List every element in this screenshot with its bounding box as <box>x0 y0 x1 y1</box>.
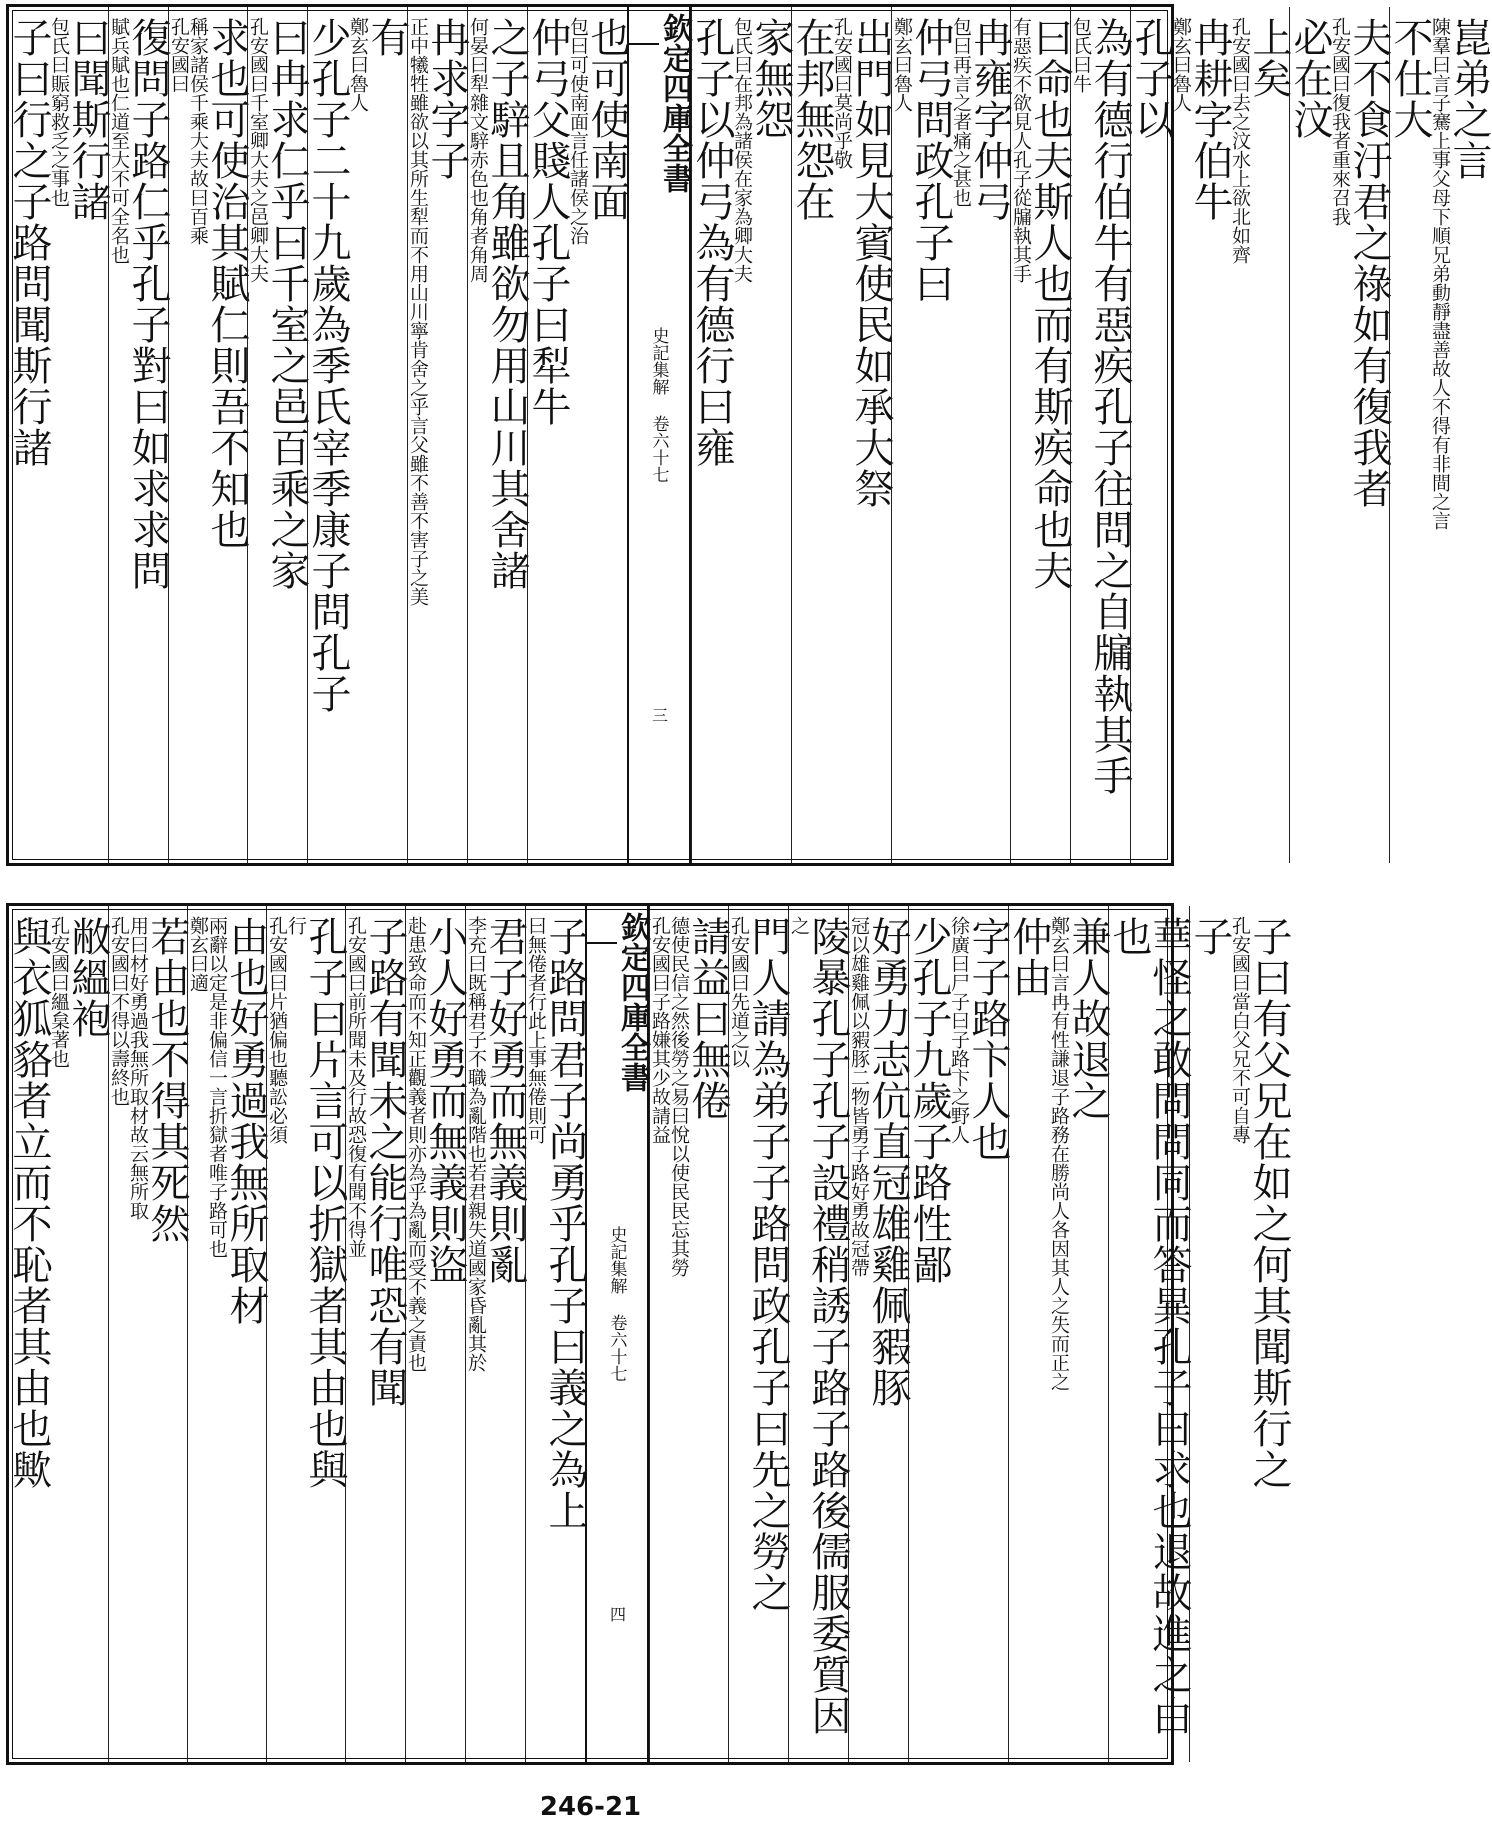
text-column <box>789 7 894 863</box>
text-column <box>266 906 348 1762</box>
main-text: 子路有聞未之能行唯恐有聞 <box>362 916 408 1408</box>
center-margin <box>627 7 691 863</box>
annotation-text: 孔安國曰子路嫌其少故請益 <box>649 916 671 1144</box>
annotation-text: 包氏曰賑窮救乏之事也 <box>48 17 70 207</box>
text-column <box>1387 7 1492 863</box>
main-text: 小人好勇而無義則盜 <box>422 916 468 1285</box>
annotation-text: 何晏曰犁雜文騂赤色也角者角周 <box>467 17 489 283</box>
page-number: 246-21 <box>539 1792 642 1822</box>
main-text: 在邦無怨在 <box>789 17 835 222</box>
main-text: 仲弓父賤人孔子曰犁牛 <box>525 17 571 427</box>
main-text: 華怪之敢問問同而答異孔子曰求也退故進之由也 <box>1106 916 1192 1736</box>
main-text: 請益曰無倦 <box>685 916 731 1121</box>
main-text: 曰冉求仁乎曰千室之邑百乘之家 <box>264 17 310 591</box>
main-text: 冉耕字伯牛 <box>1187 17 1233 222</box>
main-text: 家無怨 <box>748 17 794 140</box>
main-text: 敝縕袍 <box>65 916 111 1039</box>
main-text: 子曰行之子路問聞斯行諸 <box>6 17 52 468</box>
volume-label: 史記集解 卷六十七 <box>606 1226 627 1382</box>
main-text: 曰聞斯行諸 <box>65 17 111 222</box>
main-text: 孔子以 <box>1128 17 1174 140</box>
main-text: 仲由 <box>1006 916 1052 998</box>
main-text: 陵暴孔子孔子設禮稍誘子路子路後儒服委質因 <box>805 916 851 1736</box>
main-text: 與衣狐貉者立而不恥者其由也歟 <box>6 916 52 1490</box>
annotation-text: 冠以雄雞佩以豭豚二物皆勇子路好勇故冠帶 <box>848 916 870 1277</box>
text-column <box>6 906 111 1762</box>
text-column <box>728 906 791 1762</box>
annotation-text: 鄭玄曰魯人 <box>1170 17 1192 112</box>
main-text: 出門如見大賓使民如承大祭 <box>848 17 894 509</box>
text-column <box>848 906 911 1762</box>
text-column <box>187 906 269 1762</box>
annotation-text: 赴患致命而不知正觀義者則亦為乎為亂而受不義之責也 <box>405 916 427 1372</box>
main-text: 子曰有父兄在如之何其聞斯行之 <box>1246 916 1292 1490</box>
annotation-text: 孔安國曰去之汶水上欲北如齊 <box>1229 17 1251 264</box>
main-text: 少孔子九歲子路性鄙 <box>906 916 952 1285</box>
text-column <box>108 906 190 1762</box>
volume-label: 史記集解 卷六十七 <box>648 327 669 483</box>
main-text: 君子好勇而無義則亂 <box>482 916 528 1285</box>
book-title: 欽定四庫全書 <box>615 912 650 1092</box>
annotation-text: 孔安國曰千室卿大夫之邑卿大夫 <box>247 17 269 283</box>
main-text: 冉雍字仲弓 <box>967 17 1013 222</box>
text-column <box>305 7 410 863</box>
annotation-text: 賦兵賦也仁道至大不可全名也 <box>108 17 130 264</box>
annotation-text: 孔安國曰片猶偏也聽訟必須 <box>266 916 288 1144</box>
text-column <box>108 7 171 863</box>
text-column <box>405 906 468 1762</box>
text-column <box>1128 7 1292 863</box>
main-text: 為有德行伯牛有惡疾孔子往問之自牖執其手 <box>1087 17 1133 796</box>
text-column <box>689 7 794 863</box>
main-text: 不仕大 <box>1387 17 1433 140</box>
main-text: 曰命也夫斯人也而有斯疾命也夫 <box>1027 17 1073 591</box>
annotation-text: 包曰可使南面言任諸侯之治 <box>567 17 589 245</box>
main-text: 崑弟之言 <box>1446 17 1492 181</box>
text-column <box>1070 7 1133 863</box>
bottom-page <box>6 903 1292 1765</box>
annotation-text: 用曰材好勇過我無所取材故云無所取 <box>127 916 149 1220</box>
text-column <box>525 7 630 863</box>
main-text: 字子路卞人也 <box>965 916 1011 1162</box>
text-column <box>788 906 851 1762</box>
annotation-text: 孔安國曰前所聞未及行故恐復有聞不得並 <box>345 916 367 1258</box>
main-text: 兼人故退之 <box>1065 916 1111 1121</box>
text-column <box>1106 906 1192 1762</box>
annotation-text: 包曰再言之者痛之甚也 <box>950 17 972 207</box>
annotation-text: 孔安國曰 <box>168 17 190 93</box>
main-text: 也可使南面 <box>584 17 630 222</box>
main-text: 冉求字子 <box>424 17 470 181</box>
text-column <box>407 7 470 863</box>
annotation-text: 行 <box>285 916 307 935</box>
main-text: 孔子以仲弓為有德行曰雍 <box>689 17 735 468</box>
annotation-text: 包氏曰在邦為諸侯在家為卿大夫 <box>731 17 753 283</box>
annotation-text: 孔安國曰先道之以 <box>728 916 750 1068</box>
text-column <box>649 906 731 1762</box>
annotation-text: 正中犧牲雖欲以其所生犁而不用山川寧肯舍之乎言父雖不善不害子之美 <box>407 17 429 606</box>
annotation-text: 孔安國曰不得以壽終也 <box>108 916 130 1106</box>
leaf-number: 四 <box>607 1606 627 1622</box>
text-column <box>525 906 588 1762</box>
main-text: 好勇力志伉直冠雄雞佩豭豚 <box>865 916 911 1408</box>
annotation-text: 李充曰既稱君子不職為亂階也若君親失道國家昏亂其於 <box>465 916 487 1372</box>
annotation-text: 孔安國曰當白父兄不可自專 <box>1229 916 1251 1144</box>
main-text: 夫不食汙君之祿如有復我者 <box>1346 17 1392 509</box>
main-text: 有 <box>364 17 410 58</box>
center-margin <box>585 906 649 1762</box>
annotation-text: 德使民信之然後勞之易曰悅以使民民忘其勞 <box>668 916 690 1277</box>
main-text: 上矣 <box>1246 17 1292 99</box>
fishtail-mark <box>629 19 659 45</box>
text-column <box>168 7 250 863</box>
annotation-text: 鄭玄曰適 <box>187 916 209 992</box>
text-column <box>1187 906 1292 1762</box>
leaf-number: 三 <box>649 707 669 723</box>
text-column <box>345 906 408 1762</box>
main-text: 門人請為弟子子路問政孔子曰先之勞之 <box>745 916 791 1613</box>
annotation-text: 鄭玄曰魯人 <box>891 17 913 112</box>
annotation-text: 鄭玄曰魯人 <box>347 17 369 112</box>
text-column <box>6 7 111 863</box>
text-column <box>1010 7 1073 863</box>
main-text: 子路問君子尚勇乎孔子曰義之為上 <box>542 916 588 1531</box>
text-column <box>467 7 530 863</box>
main-text: 孔子曰片言可以折獄者其由也與 <box>302 916 348 1490</box>
annotation-text: 徐廣曰尸子曰子路卞之野人 <box>948 916 970 1144</box>
text-column <box>891 7 1013 863</box>
main-text: 仲弓問政孔子曰 <box>908 17 954 304</box>
annotation-text: 之 <box>788 916 810 935</box>
main-text: 少孔子二十九歲為季氏宰季康子問孔子 <box>305 17 351 714</box>
annotation-text: 包氏曰牛 <box>1070 17 1092 93</box>
main-text: 復問子路仁乎孔子對曰如求求問 <box>125 17 171 591</box>
annotation-text: 鄭玄曰言冉有性謙退子路務在勝尚人各因其人之失而正之 <box>1048 916 1070 1391</box>
main-text: 必在汶 <box>1287 17 1333 140</box>
text-column <box>1287 7 1392 863</box>
annotation-text: 曰無倦者行此上事無倦則可 <box>525 916 547 1144</box>
book-title: 欽定四庫全書 <box>657 13 692 193</box>
main-text: 求也可使治其賦仁則吾不知也 <box>204 17 250 550</box>
annotation-text: 兩辭以定是非偏信一言折獄者唯子路可也 <box>206 916 228 1258</box>
annotation-text: 稱家諸侯千乘大夫故曰百乘 <box>187 17 209 245</box>
text-column <box>906 906 1011 1762</box>
annotation-text: 有惡疾不欲見人孔子從牖執其手 <box>1010 17 1032 283</box>
annotation-text: 孔安國曰復我者重來召我 <box>1329 17 1351 226</box>
text-column <box>465 906 528 1762</box>
main-text: 若由也不得其死然 <box>144 916 190 1244</box>
text-column <box>247 7 310 863</box>
text-column <box>1006 906 1111 1762</box>
annotation-text: 孔安國曰縕枲著也 <box>48 916 70 1068</box>
fishtail-mark <box>587 918 617 944</box>
annotation-text: 孔安國曰莫尚乎敬 <box>831 17 853 169</box>
main-text: 子 <box>1187 916 1233 957</box>
annotation-text: 陳羣曰言子騫上事父母下順兄弟動靜盡善故人不得有非間之言 <box>1429 17 1451 530</box>
main-text: 之子騂且角雖欲勿用山川其舍諸 <box>484 17 530 591</box>
main-text: 由也好勇過我無所取材 <box>223 916 269 1326</box>
top-page <box>6 4 1492 866</box>
